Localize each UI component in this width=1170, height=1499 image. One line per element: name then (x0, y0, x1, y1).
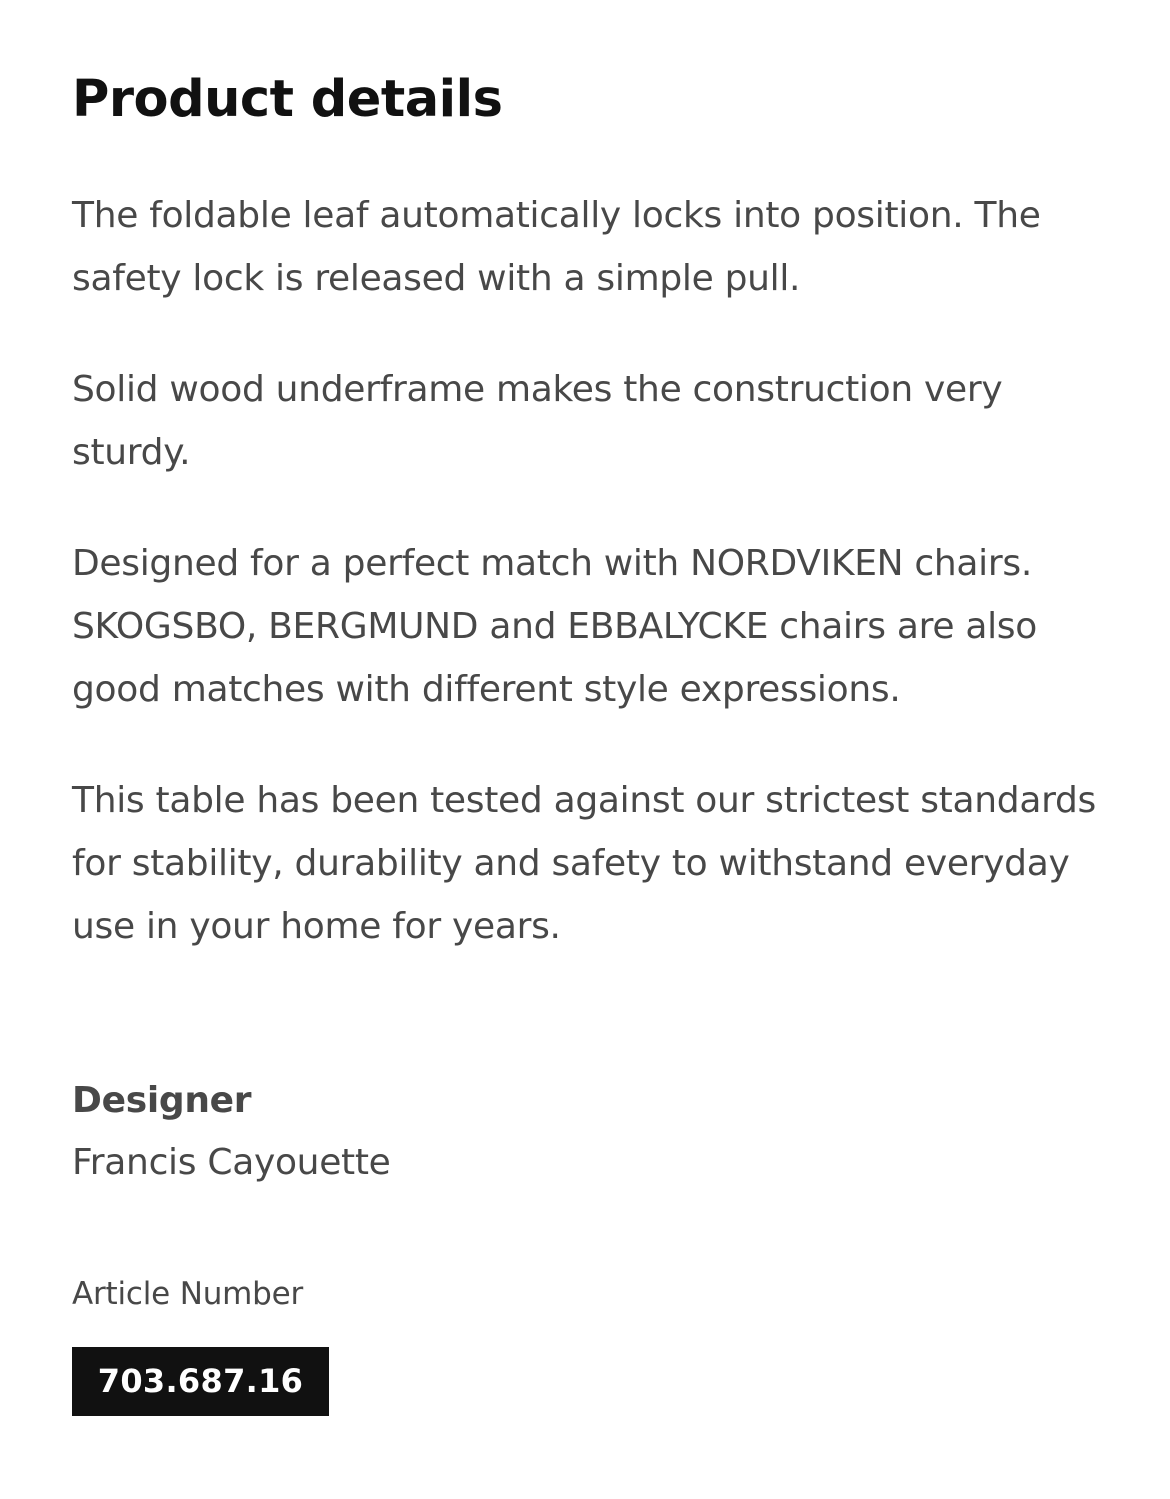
description-paragraph: Solid wood underframe makes the construction very sturdy. (72, 369, 1003, 473)
description-paragraph: This table has been tested against our strictest standards for stability, durability and safety to withstand everyday use in your home for years. (72, 780, 1096, 947)
designer-name: Francis Cayouette (72, 1142, 391, 1183)
article-number-badge: 703.687.16 (72, 1347, 329, 1416)
description-paragraph: Designed for a perfect match with NORDVIKEN chairs. SKOGSBO, BERGMUND and EBBALYCKE chairs are also good matches with different style expressions. (72, 543, 1037, 710)
article-number-label: Article Number (72, 1276, 304, 1312)
designer-label: Designer (72, 1080, 252, 1121)
section-title: Product details (72, 70, 503, 129)
description-paragraph: The foldable leaf automatically locks into position. The safety lock is released with a simple pull. (72, 195, 1041, 299)
designer-block (72, 1070, 391, 1194)
description (72, 184, 1112, 1006)
